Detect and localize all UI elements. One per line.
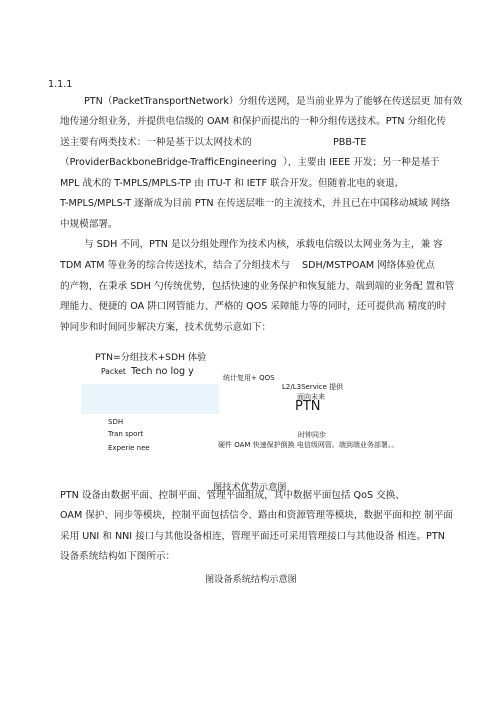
- ptn-label: PTN: [295, 399, 321, 414]
- transport-label: Tran sport: [108, 430, 144, 438]
- figure-caption: 图技术优势示意图: [213, 482, 287, 493]
- paragraph-line: 理能力、便捷的 OA 阱口网管能力、严格的 QOS 采障能力等的同时，还可提供高 精度的时: [60, 301, 447, 312]
- paragraph-line: SDH/MSTPOAM 网络体验优点: [302, 260, 435, 271]
- paragraph-line: 地传递分组业务，并提供电信级的 OAM 和保护而提出的一种分组传送技术。PTN 分组化传: [60, 116, 446, 127]
- figure-title: PTN=分组技术+SDH 体验: [95, 352, 207, 363]
- future-label: 面向未来: [297, 393, 325, 401]
- paragraph-line: 中规模部署。: [60, 219, 118, 230]
- paragraph-line: MPL 战术的 T-MPLS/MPLS-TP 由 ITU-T 和 IETF 联合开发。但随着北电的衰退,: [60, 178, 398, 189]
- paragraph-line: ），主要由 IEEE 开发；另一种是基于: [283, 157, 440, 168]
- packet-label: Packet: [101, 367, 126, 376]
- paragraph-line: TDM ATM 等业务的综合传送技术，结合了分组技术与: [60, 260, 290, 271]
- experience-label: Experie nee: [108, 444, 150, 452]
- paragraph-line: PTN 设备由数据平面、控制平面、管理平面组成，其中数据平面包括 QoS 交换、: [60, 490, 405, 501]
- hw-oam-label: 硬件 OAM 快速保护倒换 电信级网管。端到端业务部署。。: [218, 441, 399, 449]
- paragraph-line: PTN（PacketTransportNetwork）分组传送网，是当前业界为了能够在传送层更 加有效: [84, 96, 463, 107]
- sdh-label: SDH: [108, 418, 124, 426]
- paragraph-line: 采用 UNI 和 NNI 接口与其他设备相连，管理平面还可采用管理接口与其他设备 相连。PTN: [60, 531, 445, 542]
- technology-label: Tech no log y: [130, 366, 194, 377]
- paragraph-line: 钟同步和时间同步解决方案，技术优势示意如下：: [60, 322, 272, 333]
- paragraph-line: （ProviderBackboneBridge-TrafficEngineering: [60, 157, 277, 168]
- figure-label-packet: [101, 359, 194, 378]
- paragraph-line: T-MPLS/MPLS-T 逐渐成为目前 PTN 在传送层唯一的主流技术，并且已在中国移动城域 网络: [60, 198, 450, 209]
- section-number: 1.1.1: [48, 79, 73, 90]
- paragraph-line: 送主要有两类技术：一种是基于以太网技术的: [60, 137, 252, 148]
- stat-qos-label: 统计复用+ QOS: [223, 374, 275, 382]
- clock-sync-label: 时钟同步: [298, 431, 326, 439]
- l2l3-service-label: L2/L3Service 提供: [282, 383, 344, 391]
- paragraph-line: 设备系统结构如下图所示：: [60, 551, 176, 562]
- system-structure-caption: 图设备系统结构示意图: [205, 574, 297, 585]
- figure-image-placeholder: [81, 384, 219, 414]
- paragraph-line: PBB-TE: [333, 137, 367, 148]
- paragraph-line: 与 SDH 不同，PTN 是以分组处理作为技术内核，承载电信级以太网业务为主，兼 容: [84, 239, 443, 250]
- paragraph-line: OAM 保护、同步等模块，控制平面包括信令、路由和资源管理等模块，数据平面和控 制平面: [60, 510, 453, 521]
- paragraph-line: 的产物，在秉承 SDH 勺传统优势，包括快速的业务保护和恢复能力、端到端的业务配 置和管: [60, 281, 455, 292]
